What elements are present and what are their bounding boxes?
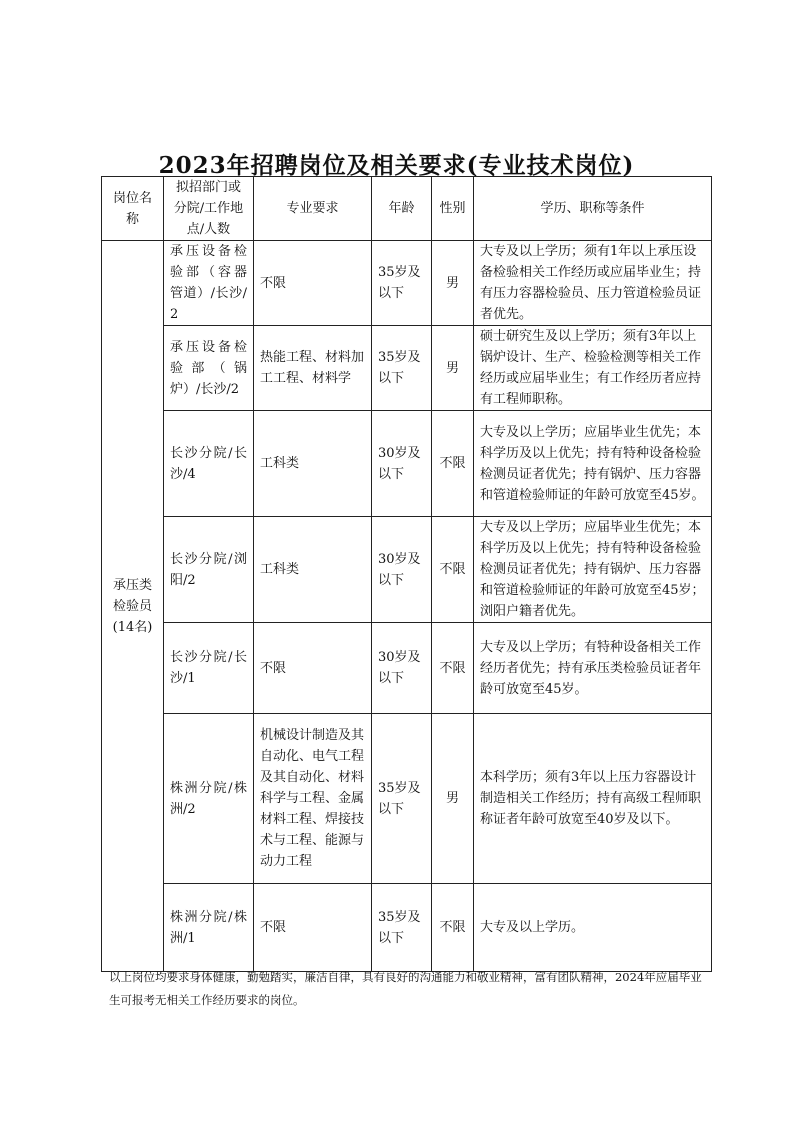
gender-cell: 不限 bbox=[432, 411, 474, 517]
conditions-cell: 大专及以上学历；须有1年以上承压设备检验相关工作经历或应届毕业生；持有压力容器检验员、压力管道检验员证者优先。 bbox=[474, 241, 712, 326]
major-cell: 不限 bbox=[254, 241, 372, 326]
major-cell: 工科类 bbox=[254, 517, 372, 623]
age-cell: 30岁及以下 bbox=[372, 411, 432, 517]
gender-cell: 男 bbox=[432, 241, 474, 326]
conditions-cell: 大专及以上学历；应届毕业生优先；本科学历及以上优先；持有特种设备检验检测员证者优先；持有锅炉、压力容器和管道检验师证的年龄可放宽至45岁。 bbox=[474, 411, 712, 517]
table-header-row bbox=[102, 177, 712, 241]
gender-cell: 男 bbox=[432, 326, 474, 411]
major-cell: 热能工程、材料加工工程、材料学 bbox=[254, 326, 372, 411]
dept-cell: 承压设备检验部（容器管道）/长沙/2 bbox=[164, 241, 254, 326]
table-row bbox=[102, 517, 712, 623]
dept-cell: 长沙分院/长沙/1 bbox=[164, 623, 254, 714]
conditions-cell: 大专及以上学历。 bbox=[474, 884, 712, 972]
conditions-cell: 大专及以上学历；应届毕业生优先；本科学历及以上优先；持有特种设备检验检测员证者优先；持有锅炉、压力容器和管道检验师证的年龄可放宽至45岁；浏阳户籍者优先。 bbox=[474, 517, 712, 623]
gender-cell: 不限 bbox=[432, 623, 474, 714]
header-age: 年龄 bbox=[372, 177, 432, 241]
position-group-cell: 承压类检验员(14名) bbox=[102, 241, 164, 972]
age-cell: 35岁及以下 bbox=[372, 241, 432, 326]
footnote: 以上岗位均要求身体健康，勤勉踏实，廉洁自律，具有良好的沟通能力和敬业精神，富有团队精神，2024年应届毕业生可报考无相关工作经历要求的岗位。 bbox=[109, 970, 702, 1007]
major-cell: 不限 bbox=[254, 884, 372, 972]
dept-cell: 长沙分院/长沙/4 bbox=[164, 411, 254, 517]
table-row bbox=[102, 884, 712, 972]
major-cell: 不限 bbox=[254, 623, 372, 714]
major-cell: 机械设计制造及其自动化、电气工程及其自动化、材料科学与工程、金属材料工程、焊接技术与工程、能源与动力工程 bbox=[254, 714, 372, 884]
gender-cell: 不限 bbox=[432, 884, 474, 972]
age-cell: 35岁及以下 bbox=[372, 884, 432, 972]
age-cell: 35岁及以下 bbox=[372, 714, 432, 884]
age-cell: 30岁及以下 bbox=[372, 517, 432, 623]
job-requirements-table bbox=[101, 176, 712, 972]
header-gender: 性别 bbox=[432, 177, 474, 241]
conditions-cell: 硕士研究生及以上学历；须有3年以上锅炉设计、生产、检验检测等相关工作经历或应届毕业生；有工作经历者应持有工程师职称。 bbox=[474, 326, 712, 411]
gender-cell: 男 bbox=[432, 714, 474, 884]
table-row bbox=[102, 411, 712, 517]
dept-cell: 株洲分院/株洲/1 bbox=[164, 884, 254, 972]
dept-cell: 长沙分院/浏阳/2 bbox=[164, 517, 254, 623]
table-row bbox=[102, 241, 712, 326]
page-title: 2023年招聘岗位及相关要求(专业技术岗位) bbox=[158, 152, 635, 179]
dept-cell: 承压设备检验部（锅炉）/长沙/2 bbox=[164, 326, 254, 411]
table-row bbox=[102, 326, 712, 411]
conditions-cell: 大专及以上学历；有特种设备相关工作经历者优先；持有承压类检验员证者年龄可放宽至45岁。 bbox=[474, 623, 712, 714]
age-cell: 30岁及以下 bbox=[372, 623, 432, 714]
table-row bbox=[102, 714, 712, 884]
age-cell: 35岁及以下 bbox=[372, 326, 432, 411]
table-row bbox=[102, 623, 712, 714]
dept-cell: 株洲分院/株洲/2 bbox=[164, 714, 254, 884]
header-conditions: 学历、职称等条件 bbox=[474, 177, 712, 241]
header-major: 专业要求 bbox=[254, 177, 372, 241]
conditions-cell: 本科学历；须有3年以上压力容器设计制造相关工作经历；持有高级工程师职称证者年龄可放宽至40岁及以下。 bbox=[474, 714, 712, 884]
major-cell: 工科类 bbox=[254, 411, 372, 517]
header-dept: 拟招部门或分院/工作地点/人数 bbox=[164, 177, 254, 241]
gender-cell: 不限 bbox=[432, 517, 474, 623]
header-position: 岗位名称 bbox=[102, 177, 164, 241]
